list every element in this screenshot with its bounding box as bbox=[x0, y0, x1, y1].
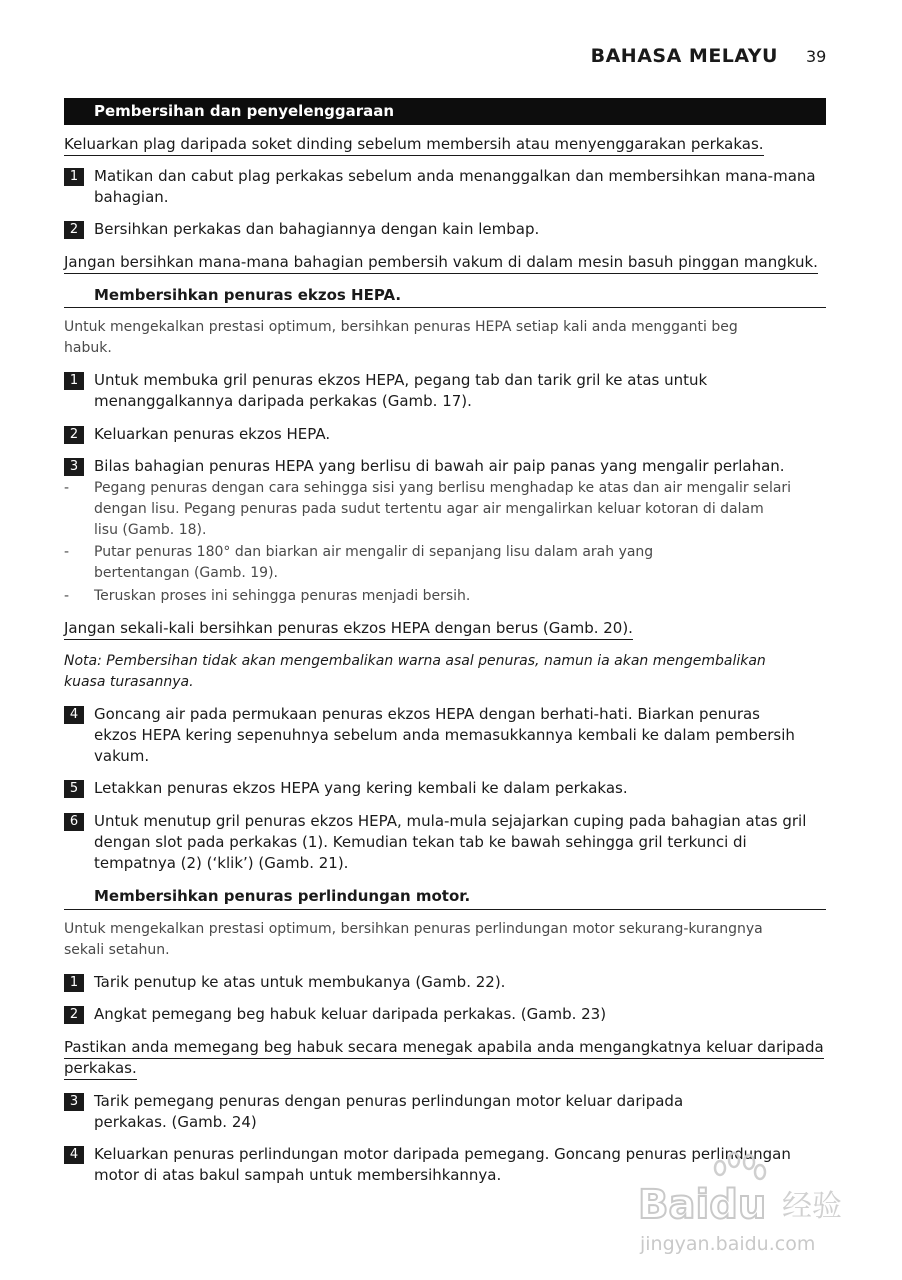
hepa-title: Membersihkan penuras ekzos HEPA. bbox=[94, 286, 402, 304]
page-number: 39 bbox=[806, 47, 827, 66]
svg-text:Baidu: Baidu bbox=[638, 1182, 767, 1228]
paw-icon bbox=[632, 1150, 862, 1260]
hepa-rule bbox=[64, 307, 826, 308]
warning-unplug: Keluarkan plag daripada soket dinding sebelum membersih atau menyenggarakan perkakas. bbox=[64, 134, 764, 156]
baidu-watermark bbox=[632, 1150, 862, 1260]
warning-dishwasher: Jangan bersihkan mana-mana bahagian pembersih vakum di dalam mesin basuh pinggan mangkuk. bbox=[64, 252, 818, 274]
warning-bag-1: Pastikan anda memegang beg habuk secara menegak apabila anda mengangkatnya keluar daripada bbox=[64, 1037, 824, 1059]
hepa-note-1: Nota: Pembersihan tidak akan mengembalikan warna asal penuras, namun ia akan mengembalikan bbox=[64, 653, 766, 669]
hepa-intro-1: Untuk mengekalkan prestasi optimum, bersihkan penuras HEPA setiap kali anda mengganti beg bbox=[64, 319, 738, 335]
warning-brush: Jangan sekali-kali bersihkan penuras ekzos HEPA dengan berus (Gamb. 20). bbox=[64, 618, 633, 640]
motor-rule bbox=[64, 909, 826, 910]
hepa-intro-2: habuk. bbox=[64, 340, 112, 356]
header-language: BAHASA MELAYU bbox=[590, 45, 778, 67]
motor-intro-2: sekali setahun. bbox=[64, 942, 170, 958]
warning-bag-2: perkakas. bbox=[64, 1058, 137, 1080]
hepa-note-2: kuasa turasannya. bbox=[64, 674, 194, 690]
motor-title: Membersihkan penuras perlindungan motor. bbox=[94, 887, 471, 905]
svg-text:经验: 经验 bbox=[782, 1189, 842, 1224]
motor-intro-1: Untuk mengekalkan prestasi optimum, bersihkan penuras perlindungan motor sekurang-kurangnya bbox=[64, 921, 763, 937]
section-title: Pembersihan dan penyelenggaraan bbox=[94, 102, 395, 120]
svg-text:jingyan.baidu.com: jingyan.baidu.com bbox=[640, 1233, 816, 1255]
